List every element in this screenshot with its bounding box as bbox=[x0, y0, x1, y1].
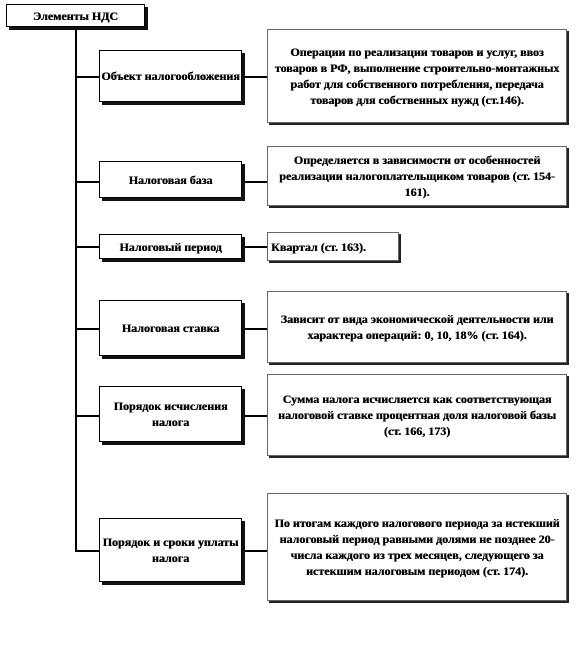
description-object bbox=[267, 29, 567, 123]
element-label-rate: Налоговая ставка bbox=[121, 321, 220, 335]
description-calculation bbox=[267, 374, 567, 456]
branch-line-payment bbox=[75, 550, 99, 552]
branch-line-base bbox=[75, 181, 99, 183]
element-label-base: Налоговая база bbox=[128, 172, 213, 187]
element-node-base bbox=[99, 161, 242, 198]
element-node-period bbox=[99, 234, 242, 259]
description-text-base: Определяется в зависимости от особенностей реализации налогоплательщиком товаров (ст. 154-161). bbox=[279, 153, 555, 199]
link-line-object bbox=[242, 76, 267, 78]
description-text-rate: Зависит от вида экономической деятельности или характера операций: 0, 10, 18% (ст. 164). bbox=[280, 312, 554, 342]
link-line-period bbox=[242, 246, 267, 248]
link-line-payment bbox=[242, 550, 267, 552]
description-payment bbox=[267, 493, 567, 601]
description-period bbox=[267, 232, 399, 261]
link-line-rate bbox=[242, 328, 267, 330]
element-label-object: Объект налогообложения bbox=[101, 69, 240, 83]
branch-line-rate bbox=[75, 328, 99, 330]
branch-line-period bbox=[75, 246, 99, 248]
root-label: Элементы НДС bbox=[33, 8, 118, 23]
description-rate bbox=[267, 291, 567, 363]
description-text-period: Квартал (ст. 163). bbox=[271, 239, 366, 254]
element-label-period: Налоговый период bbox=[119, 239, 222, 254]
element-node-rate bbox=[99, 300, 242, 356]
link-line-base bbox=[242, 181, 267, 183]
description-base bbox=[267, 146, 567, 206]
element-label-calculation: Порядок исчисления налога bbox=[113, 399, 228, 429]
element-label-payment: Порядок и сроки уплаты налога bbox=[102, 535, 239, 565]
description-text-object: Операции по реализации товаров и услуг, ввоз товаров в РФ, выполнение строительно-монтажных работ для собственного потребления, передача товаров для собственных нужд (ст.146). bbox=[274, 45, 560, 107]
root-node bbox=[6, 4, 145, 27]
element-node-object bbox=[99, 50, 242, 102]
description-text-calculation: Сумма налога исчисляется как соответствующая налоговой ставке процентная доля налоговой базы (ст. 166, 173) bbox=[278, 392, 556, 438]
branch-line-calculation bbox=[75, 415, 99, 417]
branch-line-object bbox=[75, 76, 99, 78]
trunk-line bbox=[75, 27, 77, 551]
element-node-payment bbox=[99, 518, 242, 582]
description-text-payment: По итогам каждого налогового периода за истекший налоговый период равными долями не позднее 20-числа каждого из трех месяцев, следующего за истекшим налоговым периодом (ст. 174). bbox=[274, 516, 560, 578]
element-node-calculation bbox=[99, 386, 242, 442]
link-line-calculation bbox=[242, 415, 267, 417]
